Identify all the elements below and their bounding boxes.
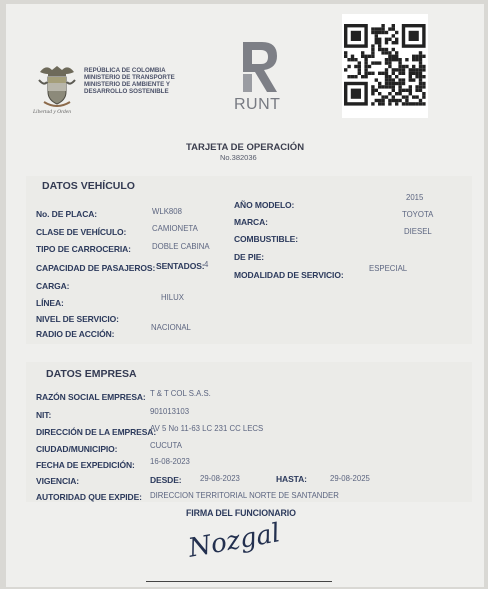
qr-module [422,65,425,68]
qr-module [385,75,388,78]
qr-module [378,41,381,44]
qr-module [392,68,395,71]
qr-module [419,51,422,54]
qr-module [412,65,415,68]
qr-module [347,75,350,78]
nit-value: 901013103 [150,407,190,416]
qr-module [354,65,357,68]
qr-module [409,89,412,92]
qr-module [375,99,378,102]
qr-module [415,89,418,92]
qr-module [419,102,422,105]
qr-module [388,51,391,54]
qr-module [364,65,367,68]
qr-module [351,55,354,58]
qr-module [412,95,415,98]
qr-module [358,65,361,68]
qr-module [395,51,398,54]
qr-module [388,38,391,41]
qr-module [419,85,422,88]
qr-module [378,31,381,34]
ciudad-label: CIUDAD/MUNICIPIO: [36,444,118,454]
autoridad-label: AUTORIDAD QUE EXPIDE: [36,492,142,502]
ministry-heading [84,67,175,95]
qr-module [361,75,364,78]
direccion-value: AV 5 No 11-63 LC 231 CC LECS [150,424,264,433]
linea-label: LÍNEA: [36,298,64,308]
qr-module [378,92,381,95]
qr-module [415,72,418,75]
qr-module [388,27,391,30]
qr-module [344,68,347,71]
qr-module [354,58,357,61]
nivel-label: NIVEL DE SERVICIO: [36,314,119,324]
qr-module [402,89,405,92]
ciudad-value: CUCUTA [150,441,182,450]
qr-module [415,85,418,88]
qr-module [415,102,418,105]
qr-module [381,51,384,54]
qr-module [398,99,401,102]
qr-module [412,58,415,61]
qr-module [381,99,384,102]
qr-module [375,31,378,34]
qr-module [415,68,418,71]
vigencia-label: VIGENCIA: [36,476,80,486]
qr-module [388,102,391,105]
qr-module [371,31,374,34]
depie-label: DE PIE: [234,252,265,262]
qr-module [419,55,422,58]
qr-module [422,85,425,88]
qr-module [395,92,398,95]
qr-module [398,82,401,85]
modalidad-value: ESPECIAL [369,264,408,273]
qr-module [402,78,405,81]
qr-module [364,55,367,58]
qr-module [392,48,395,51]
qr-module [395,55,398,58]
qr-module [361,51,364,54]
qr-module [422,55,425,58]
qr-module [405,99,408,102]
qr-module [364,72,367,75]
qr-module [422,95,425,98]
qr-module [419,72,422,75]
radio-value: NACIONAL [151,323,191,332]
qr-module [371,55,374,58]
qr-module [412,102,415,105]
qr-module [405,102,408,105]
qr-module [371,102,374,105]
qr-module [378,99,381,102]
qr-module [385,31,388,34]
qr-module [392,58,395,61]
qr-module [392,89,395,92]
qr-module [378,85,381,88]
qr-module [385,61,388,64]
qr-module [354,75,357,78]
placa-label: No. DE PLACA: [36,209,98,219]
qr-module [392,27,395,30]
qr-module [395,102,398,105]
qr-module [378,82,381,85]
qr-module [409,78,412,81]
fecha-value: 16-08-2023 [150,457,190,466]
qr-module [405,65,408,68]
qr-module [364,61,367,64]
sentados-label: SENTADOS: [156,261,205,271]
seal-caption: Libertad y Orden [33,109,71,115]
qr-module [402,72,405,75]
combustible-label: COMBUSTIBLE: [234,234,298,244]
qr-module [381,85,384,88]
qr-module [358,72,361,75]
qr-module [402,68,405,71]
qr-module [381,72,384,75]
qr-module [419,89,422,92]
qr-module [361,55,364,58]
qr-module [388,99,391,102]
signature-line [146,581,332,582]
qr-module [375,34,378,37]
direccion-label: DIRECCIÓN DE LA EMPRESA: [36,427,157,437]
operation-card-document [6,4,484,587]
qr-module [398,68,401,71]
qr-module [358,68,361,71]
razon-value: T & T COL S.A.S. [150,389,211,398]
modelo-label: AÑO MODELO: [234,200,295,210]
qr-module [364,58,367,61]
qr-module [392,72,395,75]
qr-module [409,75,412,78]
qr-module [412,55,415,58]
ministry-line-3: MINISTERIO DE AMBIENTE Y [84,81,170,88]
qr-module [371,51,374,54]
qr-module [344,55,347,58]
nit-label: NIT: [36,410,52,420]
ministry-line-1: REPÚBLICA DE COLOMBIA [84,67,166,74]
qr-module [358,61,361,64]
qr-module [409,102,412,105]
qr-module [398,61,401,64]
qr-module [378,38,381,41]
qr-module [409,68,412,71]
qr-finder [351,31,361,41]
linea-value: HILUX [161,293,184,302]
company-section [26,362,472,502]
combustible-value: DIESEL [404,227,432,236]
qr-module [371,27,374,30]
qr-module [422,68,425,71]
radio-label: RADIO DE ACCIÓN: [36,329,115,339]
qr-module [392,41,395,44]
qr-module [381,24,384,27]
qr-module [364,68,367,71]
qr-module [398,85,401,88]
coat-of-arms-icon [36,62,78,112]
qr-module [381,102,384,105]
qr-module [419,82,422,85]
qr-module [398,72,401,75]
capacidad-label: CAPACIDAD DE PASAJEROS: [36,263,156,273]
qr-module [388,85,391,88]
qr-module [419,61,422,64]
qr-module [402,102,405,105]
clase-label: CLASE DE VEHÍCULO: [36,227,127,237]
qr-module [388,92,391,95]
qr-module [419,58,422,61]
qr-module [388,58,391,61]
qr-module [375,38,378,41]
qr-module [409,72,412,75]
qr-module [375,41,378,44]
qr-module [385,68,388,71]
carga-label: CARGA: [36,281,70,291]
qr-module [388,78,391,81]
autoridad-value: DIRECCION TERRITORIAL NORTE DE SANTANDER [150,491,339,500]
qr-module [378,27,381,30]
qr-module [392,78,395,81]
carroceria-label: TIPO DE CARROCERIA: [36,244,131,254]
qr-module [402,82,405,85]
qr-module [405,89,408,92]
qr-module [395,68,398,71]
razon-label: RAZÓN SOCIAL EMPRESA: [36,392,146,402]
qr-module [385,72,388,75]
qr-module [419,78,422,81]
qr-module [371,61,374,64]
qr-module [385,95,388,98]
qr-module [381,48,384,51]
qr-module [385,38,388,41]
qr-module [392,24,395,27]
qr-module [364,75,367,78]
ministry-line-4: DESARROLLO SOSTENIBLE [84,88,169,95]
qr-module [419,99,422,102]
qr-module [398,58,401,61]
qr-module [412,78,415,81]
qr-module [415,75,418,78]
qr-module [395,82,398,85]
qr-module [371,89,374,92]
qr-module [378,44,381,47]
qr-module [368,72,371,75]
marca-value: TOYOTA [402,210,434,219]
qr-module [415,95,418,98]
qr-module [412,72,415,75]
qr-module [385,85,388,88]
qr-module [381,31,384,34]
qr-module [388,65,391,68]
qr-module [422,102,425,105]
qr-module [402,65,405,68]
qr-module [378,61,381,64]
desde-label: DESDE: [150,475,182,485]
qr-module [395,58,398,61]
qr-module [398,78,401,81]
qr-module [388,61,391,64]
qr-module [398,92,401,95]
qr-module [368,55,371,58]
qr-module [347,65,350,68]
ministry-line-2: MINISTERIO DE TRANSPORTE [84,74,175,81]
qr-module [398,65,401,68]
qr-module [395,31,398,34]
qr-module [398,89,401,92]
qr-module [378,72,381,75]
modelo-value: 2015 [406,193,424,202]
qr-module [371,72,374,75]
qr-module [378,102,381,105]
qr-module [375,61,378,64]
sentados-value: 4 [204,260,209,269]
qr-module [419,65,422,68]
qr-module [405,95,408,98]
fecha-label: FECHA DE EXPEDICIÓN: [36,460,135,470]
qr-finder [409,31,419,41]
qr-module [375,27,378,30]
marca-label: MARCA: [234,217,268,227]
qr-module [422,82,425,85]
qr-module [392,99,395,102]
signature-text: Nozgal [186,518,283,564]
qr-module [392,82,395,85]
qr-module [405,58,408,61]
qr-module [385,58,388,61]
qr-module [395,41,398,44]
qr-module [395,99,398,102]
qr-module [422,75,425,78]
signature-label: FIRMA DEL FUNCIONARIO [186,508,296,518]
hasta-value: 29-08-2025 [330,474,370,483]
qr-module [351,75,354,78]
modalidad-label: MODALIDAD DE SERVICIO: [234,270,344,280]
runt-logo-icon [240,38,280,94]
qr-module [347,58,350,61]
qr-module [409,92,412,95]
desde-value: 29-08-2023 [200,474,240,483]
qr-module [395,38,398,41]
qr-module [415,55,418,58]
qr-module [392,55,395,58]
qr-module [381,95,384,98]
qr-module [415,58,418,61]
document-number: No.382036 [220,153,257,162]
qr-module [385,78,388,81]
runt-logo-text: RUNT [234,96,281,113]
hasta-label: HASTA: [276,474,307,484]
qr-module [402,95,405,98]
qr-module [351,58,354,61]
qr-module [392,85,395,88]
document-title: TARJETA DE OPERACIÓN [186,142,305,153]
company-section-title: DATOS EMPRESA [46,368,137,380]
qr-module [375,78,378,81]
qr-finder [351,89,361,99]
qr-module [392,34,395,37]
qr-module [344,51,347,54]
qr-module [385,82,388,85]
placa-value: WLK808 [152,207,182,216]
qr-module [378,48,381,51]
qr-code-icon [342,14,428,118]
qr-module [388,75,391,78]
qr-module [419,75,422,78]
vehicle-section-title: DATOS VEHÍCULO [42,180,135,192]
qr-module [381,27,384,30]
clase-value: CAMIONETA [152,224,198,233]
qr-module [371,44,374,47]
qr-module [388,55,391,58]
qr-module [371,85,374,88]
qr-module [385,48,388,51]
carroceria-value: DOBLE CABINA [152,242,210,251]
qr-module [371,48,374,51]
qr-module [419,68,422,71]
qr-module [388,82,391,85]
qr-module [412,68,415,71]
qr-module [395,75,398,78]
qr-module [385,51,388,54]
qr-module [385,41,388,44]
qr-module [368,65,371,68]
qr-module [371,92,374,95]
qr-module [375,89,378,92]
vehicle-section [26,176,472,344]
qr-module [422,92,425,95]
qr-module [409,85,412,88]
qr-module [392,95,395,98]
